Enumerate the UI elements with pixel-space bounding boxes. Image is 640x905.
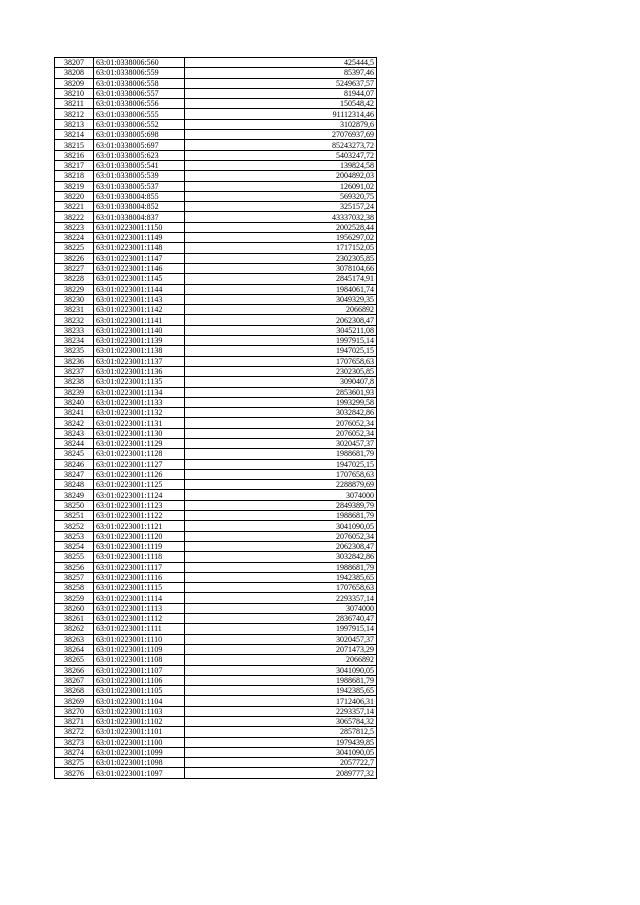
row-number-cell: 38235 (55, 346, 94, 356)
cadastral-number-cell: 63:01:0223001:1136 (94, 366, 185, 376)
cadastral-number-cell: 63:01:0223001:1108 (94, 655, 185, 665)
row-number-cell: 38227 (55, 263, 94, 273)
table-row (55, 552, 377, 562)
table-row (55, 253, 377, 263)
row-number-cell: 38257 (55, 572, 94, 582)
row-number-cell: 38276 (55, 768, 94, 778)
row-number-cell: 38236 (55, 356, 94, 366)
value-cell: 3102879,6 (185, 119, 377, 129)
table-row (55, 500, 377, 510)
cadastral-number-cell: 63:01:0223001:1143 (94, 294, 185, 304)
table-row (55, 469, 377, 479)
row-number-cell: 38263 (55, 634, 94, 644)
cadastral-number-cell: 63:01:0223001:1111 (94, 624, 185, 634)
cadastral-number-cell: 63:01:0223001:1130 (94, 428, 185, 438)
cadastral-number-cell: 63:01:0223001:1135 (94, 377, 185, 387)
row-number-cell: 38275 (55, 758, 94, 768)
value-cell: 139824,58 (185, 160, 377, 170)
row-number-cell: 38254 (55, 541, 94, 551)
row-number-cell: 38266 (55, 665, 94, 675)
value-cell: 1707658,63 (185, 469, 377, 479)
table-row (55, 243, 377, 253)
cadastral-number-cell: 63:01:0338005:697 (94, 140, 185, 150)
value-cell: 2066892 (185, 305, 377, 315)
value-cell: 2062308,47 (185, 315, 377, 325)
cadastral-number-cell: 63:01:0223001:1121 (94, 521, 185, 531)
table-row (55, 130, 377, 140)
table-row (55, 511, 377, 521)
table-row (55, 377, 377, 387)
value-cell: 2857812,5 (185, 727, 377, 737)
table-row (55, 634, 377, 644)
table-row (55, 191, 377, 201)
value-cell: 91112314,46 (185, 109, 377, 119)
row-number-cell: 38209 (55, 78, 94, 88)
cadastral-number-cell: 63:01:0223001:1145 (94, 274, 185, 284)
cadastral-number-cell: 63:01:0338005:698 (94, 130, 185, 140)
table-row (55, 315, 377, 325)
table-row (55, 449, 377, 459)
cadastral-number-cell: 63:01:0338006:559 (94, 68, 185, 78)
cadastral-number-cell: 63:01:0223001:1113 (94, 603, 185, 613)
row-number-cell: 38239 (55, 387, 94, 397)
value-cell: 27076937,69 (185, 130, 377, 140)
row-number-cell: 38270 (55, 706, 94, 716)
table-row (55, 397, 377, 407)
cadastral-number-cell: 63:01:0223001:1103 (94, 706, 185, 716)
row-number-cell: 38262 (55, 624, 94, 634)
table-row (55, 541, 377, 551)
value-cell: 85243273,72 (185, 140, 377, 150)
value-cell: 3032842,86 (185, 408, 377, 418)
row-number-cell: 38229 (55, 284, 94, 294)
table-row (55, 181, 377, 191)
table-row (55, 366, 377, 376)
row-number-cell: 38243 (55, 428, 94, 438)
table-row (55, 263, 377, 273)
row-number-cell: 38274 (55, 747, 94, 757)
row-number-cell: 38242 (55, 418, 94, 428)
value-cell: 1979439,85 (185, 737, 377, 747)
cadastral-number-cell: 63:01:0338004:855 (94, 191, 185, 201)
cadastral-number-cell: 63:01:0223001:1137 (94, 356, 185, 366)
cadastral-number-cell: 63:01:0338006:555 (94, 109, 185, 119)
cadastral-number-cell: 63:01:0223001:1144 (94, 284, 185, 294)
row-number-cell: 38244 (55, 438, 94, 448)
value-cell: 3041090,05 (185, 665, 377, 675)
cadastral-number-cell: 63:01:0223001:1114 (94, 593, 185, 603)
cadastral-number-cell: 63:01:0223001:1115 (94, 583, 185, 593)
table-row (55, 675, 377, 685)
table-row (55, 119, 377, 129)
table-row (55, 459, 377, 469)
table-row (55, 438, 377, 448)
table-row (55, 768, 377, 778)
cadastral-number-cell: 63:01:0223001:1097 (94, 768, 185, 778)
cadastral-number-cell: 63:01:0338006:558 (94, 78, 185, 88)
cadastral-number-cell: 63:01:0223001:1104 (94, 696, 185, 706)
table-row (55, 696, 377, 706)
cadastral-number-cell: 63:01:0223001:1117 (94, 562, 185, 572)
table-row (55, 274, 377, 284)
table-row (55, 222, 377, 232)
value-cell: 2845174,91 (185, 274, 377, 284)
table-row (55, 140, 377, 150)
row-number-cell: 38230 (55, 294, 94, 304)
value-cell: 3041090,05 (185, 521, 377, 531)
cadastral-number-cell: 63:01:0223001:1122 (94, 511, 185, 521)
value-cell: 3045211,08 (185, 325, 377, 335)
cadastral-number-cell: 63:01:0223001:1141 (94, 315, 185, 325)
value-cell: 2089777,32 (185, 768, 377, 778)
cadastral-number-cell: 63:01:0223001:1131 (94, 418, 185, 428)
value-cell: 2288879,69 (185, 480, 377, 490)
table-row (55, 408, 377, 418)
cadastral-number-cell: 63:01:0223001:1126 (94, 469, 185, 479)
cadastral-number-cell: 63:01:0338004:837 (94, 212, 185, 222)
value-cell: 2076052,34 (185, 418, 377, 428)
value-cell: 3032842,86 (185, 552, 377, 562)
row-number-cell: 38223 (55, 222, 94, 232)
table-row (55, 521, 377, 531)
cadastral-number-cell: 63:01:0223001:1139 (94, 336, 185, 346)
value-cell: 325157,24 (185, 202, 377, 212)
value-cell: 2293357,14 (185, 706, 377, 716)
row-number-cell: 38214 (55, 130, 94, 140)
value-cell: 3065784,32 (185, 717, 377, 727)
row-number-cell: 38268 (55, 686, 94, 696)
row-number-cell: 38245 (55, 449, 94, 459)
cadastral-number-cell: 63:01:0338006:556 (94, 99, 185, 109)
cadastral-number-cell: 63:01:0223001:1148 (94, 243, 185, 253)
row-number-cell: 38269 (55, 696, 94, 706)
value-cell: 1707658,63 (185, 356, 377, 366)
table-row (55, 418, 377, 428)
value-cell: 3020457,37 (185, 634, 377, 644)
value-cell: 3049329,35 (185, 294, 377, 304)
table-row (55, 171, 377, 181)
value-cell: 1988681,79 (185, 449, 377, 459)
cadastral-number-cell: 63:01:0223001:1100 (94, 737, 185, 747)
table-row (55, 572, 377, 582)
row-number-cell: 38252 (55, 521, 94, 531)
cadastral-number-cell: 63:01:0223001:1105 (94, 686, 185, 696)
value-cell: 2002528,44 (185, 222, 377, 232)
value-cell: 1984061,74 (185, 284, 377, 294)
cadastral-number-cell: 63:01:0338005:541 (94, 160, 185, 170)
value-cell: 3074000 (185, 603, 377, 613)
cadastral-number-cell: 63:01:0223001:1147 (94, 253, 185, 263)
table-row (55, 758, 377, 768)
cadastral-number-cell: 63:01:0223001:1109 (94, 644, 185, 654)
row-number-cell: 38224 (55, 233, 94, 243)
value-cell: 2302305,85 (185, 253, 377, 263)
value-cell: 1993299,58 (185, 397, 377, 407)
cadastral-number-cell: 63:01:0223001:1132 (94, 408, 185, 418)
row-number-cell: 38221 (55, 202, 94, 212)
cadastral-number-cell: 63:01:0338006:557 (94, 88, 185, 98)
table-body (55, 58, 377, 779)
row-number-cell: 38260 (55, 603, 94, 613)
row-number-cell: 38210 (55, 88, 94, 98)
value-cell: 2004892,03 (185, 171, 377, 181)
row-number-cell: 38261 (55, 614, 94, 624)
row-number-cell: 38234 (55, 336, 94, 346)
row-number-cell: 38208 (55, 68, 94, 78)
cadastral-number-cell: 63:01:0223001:1142 (94, 305, 185, 315)
table-row (55, 428, 377, 438)
cadastral-number-cell: 63:01:0223001:1133 (94, 397, 185, 407)
cadastral-number-cell: 63:01:0223001:1107 (94, 665, 185, 675)
cadastral-number-cell: 63:01:0223001:1138 (94, 346, 185, 356)
table-row (55, 531, 377, 541)
table-row (55, 202, 377, 212)
row-number-cell: 38231 (55, 305, 94, 315)
table-row (55, 603, 377, 613)
cadastral-number-cell: 63:01:0223001:1134 (94, 387, 185, 397)
value-cell: 5249637,57 (185, 78, 377, 88)
value-cell: 1988681,79 (185, 562, 377, 572)
value-cell: 1942385,65 (185, 572, 377, 582)
table-row (55, 78, 377, 88)
cadastral-number-cell: 63:01:0223001:1120 (94, 531, 185, 541)
table-row (55, 356, 377, 366)
table-row (55, 284, 377, 294)
value-cell: 2062308,47 (185, 541, 377, 551)
table-row (55, 562, 377, 572)
row-number-cell: 38264 (55, 644, 94, 654)
cadastral-number-cell: 63:01:0223001:1118 (94, 552, 185, 562)
table-row (55, 747, 377, 757)
row-number-cell: 38241 (55, 408, 94, 418)
value-cell: 2853601,93 (185, 387, 377, 397)
table-row (55, 160, 377, 170)
value-cell: 1717152,05 (185, 243, 377, 253)
table-row (55, 346, 377, 356)
cadastral-number-cell: 63:01:0223001:1123 (94, 500, 185, 510)
value-cell: 2071473,29 (185, 644, 377, 654)
table-row (55, 490, 377, 500)
cadastral-number-cell: 63:01:0223001:1125 (94, 480, 185, 490)
value-cell: 5403247,72 (185, 150, 377, 160)
value-cell: 425444,5 (185, 58, 377, 68)
table-row (55, 325, 377, 335)
value-cell: 3020457,37 (185, 438, 377, 448)
cadastral-number-cell: 63:01:0338005:537 (94, 181, 185, 191)
row-number-cell: 38213 (55, 119, 94, 129)
value-cell: 1947025,15 (185, 346, 377, 356)
value-cell: 2057722,7 (185, 758, 377, 768)
cadastral-number-cell: 63:01:0223001:1119 (94, 541, 185, 551)
cadastral-number-cell: 63:01:0223001:1146 (94, 263, 185, 273)
row-number-cell: 38247 (55, 469, 94, 479)
value-cell: 1988681,79 (185, 511, 377, 521)
row-number-cell: 38238 (55, 377, 94, 387)
cadastral-number-cell: 63:01:0223001:1101 (94, 727, 185, 737)
cadastral-number-cell: 63:01:0223001:1128 (94, 449, 185, 459)
value-cell: 3074000 (185, 490, 377, 500)
row-number-cell: 38249 (55, 490, 94, 500)
row-number-cell: 38265 (55, 655, 94, 665)
cadastral-number-cell: 63:01:0223001:1112 (94, 614, 185, 624)
cadastral-number-cell: 63:01:0223001:1098 (94, 758, 185, 768)
row-number-cell: 38273 (55, 737, 94, 747)
row-number-cell: 38216 (55, 150, 94, 160)
table-row (55, 665, 377, 675)
value-cell: 126091,02 (185, 181, 377, 191)
row-number-cell: 38248 (55, 480, 94, 490)
table-row (55, 233, 377, 243)
row-number-cell: 38219 (55, 181, 94, 191)
value-cell: 569320,75 (185, 191, 377, 201)
row-number-cell: 38222 (55, 212, 94, 222)
row-number-cell: 38251 (55, 511, 94, 521)
value-cell: 81944,07 (185, 88, 377, 98)
row-number-cell: 38228 (55, 274, 94, 284)
row-number-cell: 38220 (55, 191, 94, 201)
value-cell: 43337032,38 (185, 212, 377, 222)
row-number-cell: 38246 (55, 459, 94, 469)
table-row (55, 593, 377, 603)
table-row (55, 109, 377, 119)
value-cell: 1942385,65 (185, 686, 377, 696)
row-number-cell: 38232 (55, 315, 94, 325)
value-cell: 1997915,14 (185, 336, 377, 346)
value-cell: 3090407,8 (185, 377, 377, 387)
row-number-cell: 38253 (55, 531, 94, 541)
table-row (55, 58, 377, 68)
row-number-cell: 38233 (55, 325, 94, 335)
cadastral-number-cell: 63:01:0338004:852 (94, 202, 185, 212)
cadastral-number-cell: 63:01:0338005:623 (94, 150, 185, 160)
row-number-cell: 38259 (55, 593, 94, 603)
row-number-cell: 38250 (55, 500, 94, 510)
cadastral-number-cell: 63:01:0223001:1102 (94, 717, 185, 727)
row-number-cell: 38258 (55, 583, 94, 593)
table-row (55, 305, 377, 315)
row-number-cell: 38215 (55, 140, 94, 150)
table-row (55, 737, 377, 747)
row-number-cell: 38272 (55, 727, 94, 737)
row-number-cell: 38271 (55, 717, 94, 727)
table-row (55, 68, 377, 78)
value-cell: 1956297,02 (185, 233, 377, 243)
table-row (55, 717, 377, 727)
value-cell: 2076052,34 (185, 428, 377, 438)
table-row (55, 727, 377, 737)
table-row (55, 706, 377, 716)
table-row (55, 644, 377, 654)
value-cell: 1997915,14 (185, 624, 377, 634)
data-table (54, 57, 377, 779)
row-number-cell: 38212 (55, 109, 94, 119)
cadastral-number-cell: 63:01:0223001:1127 (94, 459, 185, 469)
table-row (55, 99, 377, 109)
value-cell: 2066892 (185, 655, 377, 665)
table-row (55, 686, 377, 696)
table-row (55, 583, 377, 593)
row-number-cell: 38256 (55, 562, 94, 572)
cadastral-number-cell: 63:01:0223001:1099 (94, 747, 185, 757)
cadastral-number-cell: 63:01:0223001:1129 (94, 438, 185, 448)
table-row (55, 387, 377, 397)
value-cell: 85397,46 (185, 68, 377, 78)
cadastral-number-cell: 63:01:0223001:1106 (94, 675, 185, 685)
value-cell: 1707658,63 (185, 583, 377, 593)
cadastral-number-cell: 63:01:0338006:552 (94, 119, 185, 129)
row-number-cell: 38240 (55, 397, 94, 407)
value-cell: 1988681,79 (185, 675, 377, 685)
cadastral-number-cell: 63:01:0338006:560 (94, 58, 185, 68)
row-number-cell: 38255 (55, 552, 94, 562)
cadastral-number-cell: 63:01:0223001:1150 (94, 222, 185, 232)
table-row (55, 88, 377, 98)
value-cell: 2293357,14 (185, 593, 377, 603)
table-row (55, 655, 377, 665)
row-number-cell: 38218 (55, 171, 94, 181)
row-number-cell: 38267 (55, 675, 94, 685)
row-number-cell: 38207 (55, 58, 94, 68)
cadastral-number-cell: 63:01:0338005:539 (94, 171, 185, 181)
value-cell: 2076052,34 (185, 531, 377, 541)
value-cell: 2836740,47 (185, 614, 377, 624)
value-cell: 2302305,85 (185, 366, 377, 376)
table-row (55, 212, 377, 222)
value-cell: 2849389,79 (185, 500, 377, 510)
cadastral-number-cell: 63:01:0223001:1149 (94, 233, 185, 243)
row-number-cell: 38217 (55, 160, 94, 170)
value-cell: 3078104,66 (185, 263, 377, 273)
table-row (55, 150, 377, 160)
row-number-cell: 38237 (55, 366, 94, 376)
table-row (55, 624, 377, 634)
table-row (55, 336, 377, 346)
cadastral-number-cell: 63:01:0223001:1110 (94, 634, 185, 644)
cadastral-number-cell: 63:01:0223001:1116 (94, 572, 185, 582)
row-number-cell: 38211 (55, 99, 94, 109)
row-number-cell: 38225 (55, 243, 94, 253)
table-row (55, 480, 377, 490)
cadastral-number-cell: 63:01:0223001:1140 (94, 325, 185, 335)
row-number-cell: 38226 (55, 253, 94, 263)
table-row (55, 614, 377, 624)
value-cell: 1712406,31 (185, 696, 377, 706)
value-cell: 3041090,05 (185, 747, 377, 757)
value-cell: 1947025,15 (185, 459, 377, 469)
value-cell: 150548,42 (185, 99, 377, 109)
cadastral-number-cell: 63:01:0223001:1124 (94, 490, 185, 500)
table-row (55, 294, 377, 304)
